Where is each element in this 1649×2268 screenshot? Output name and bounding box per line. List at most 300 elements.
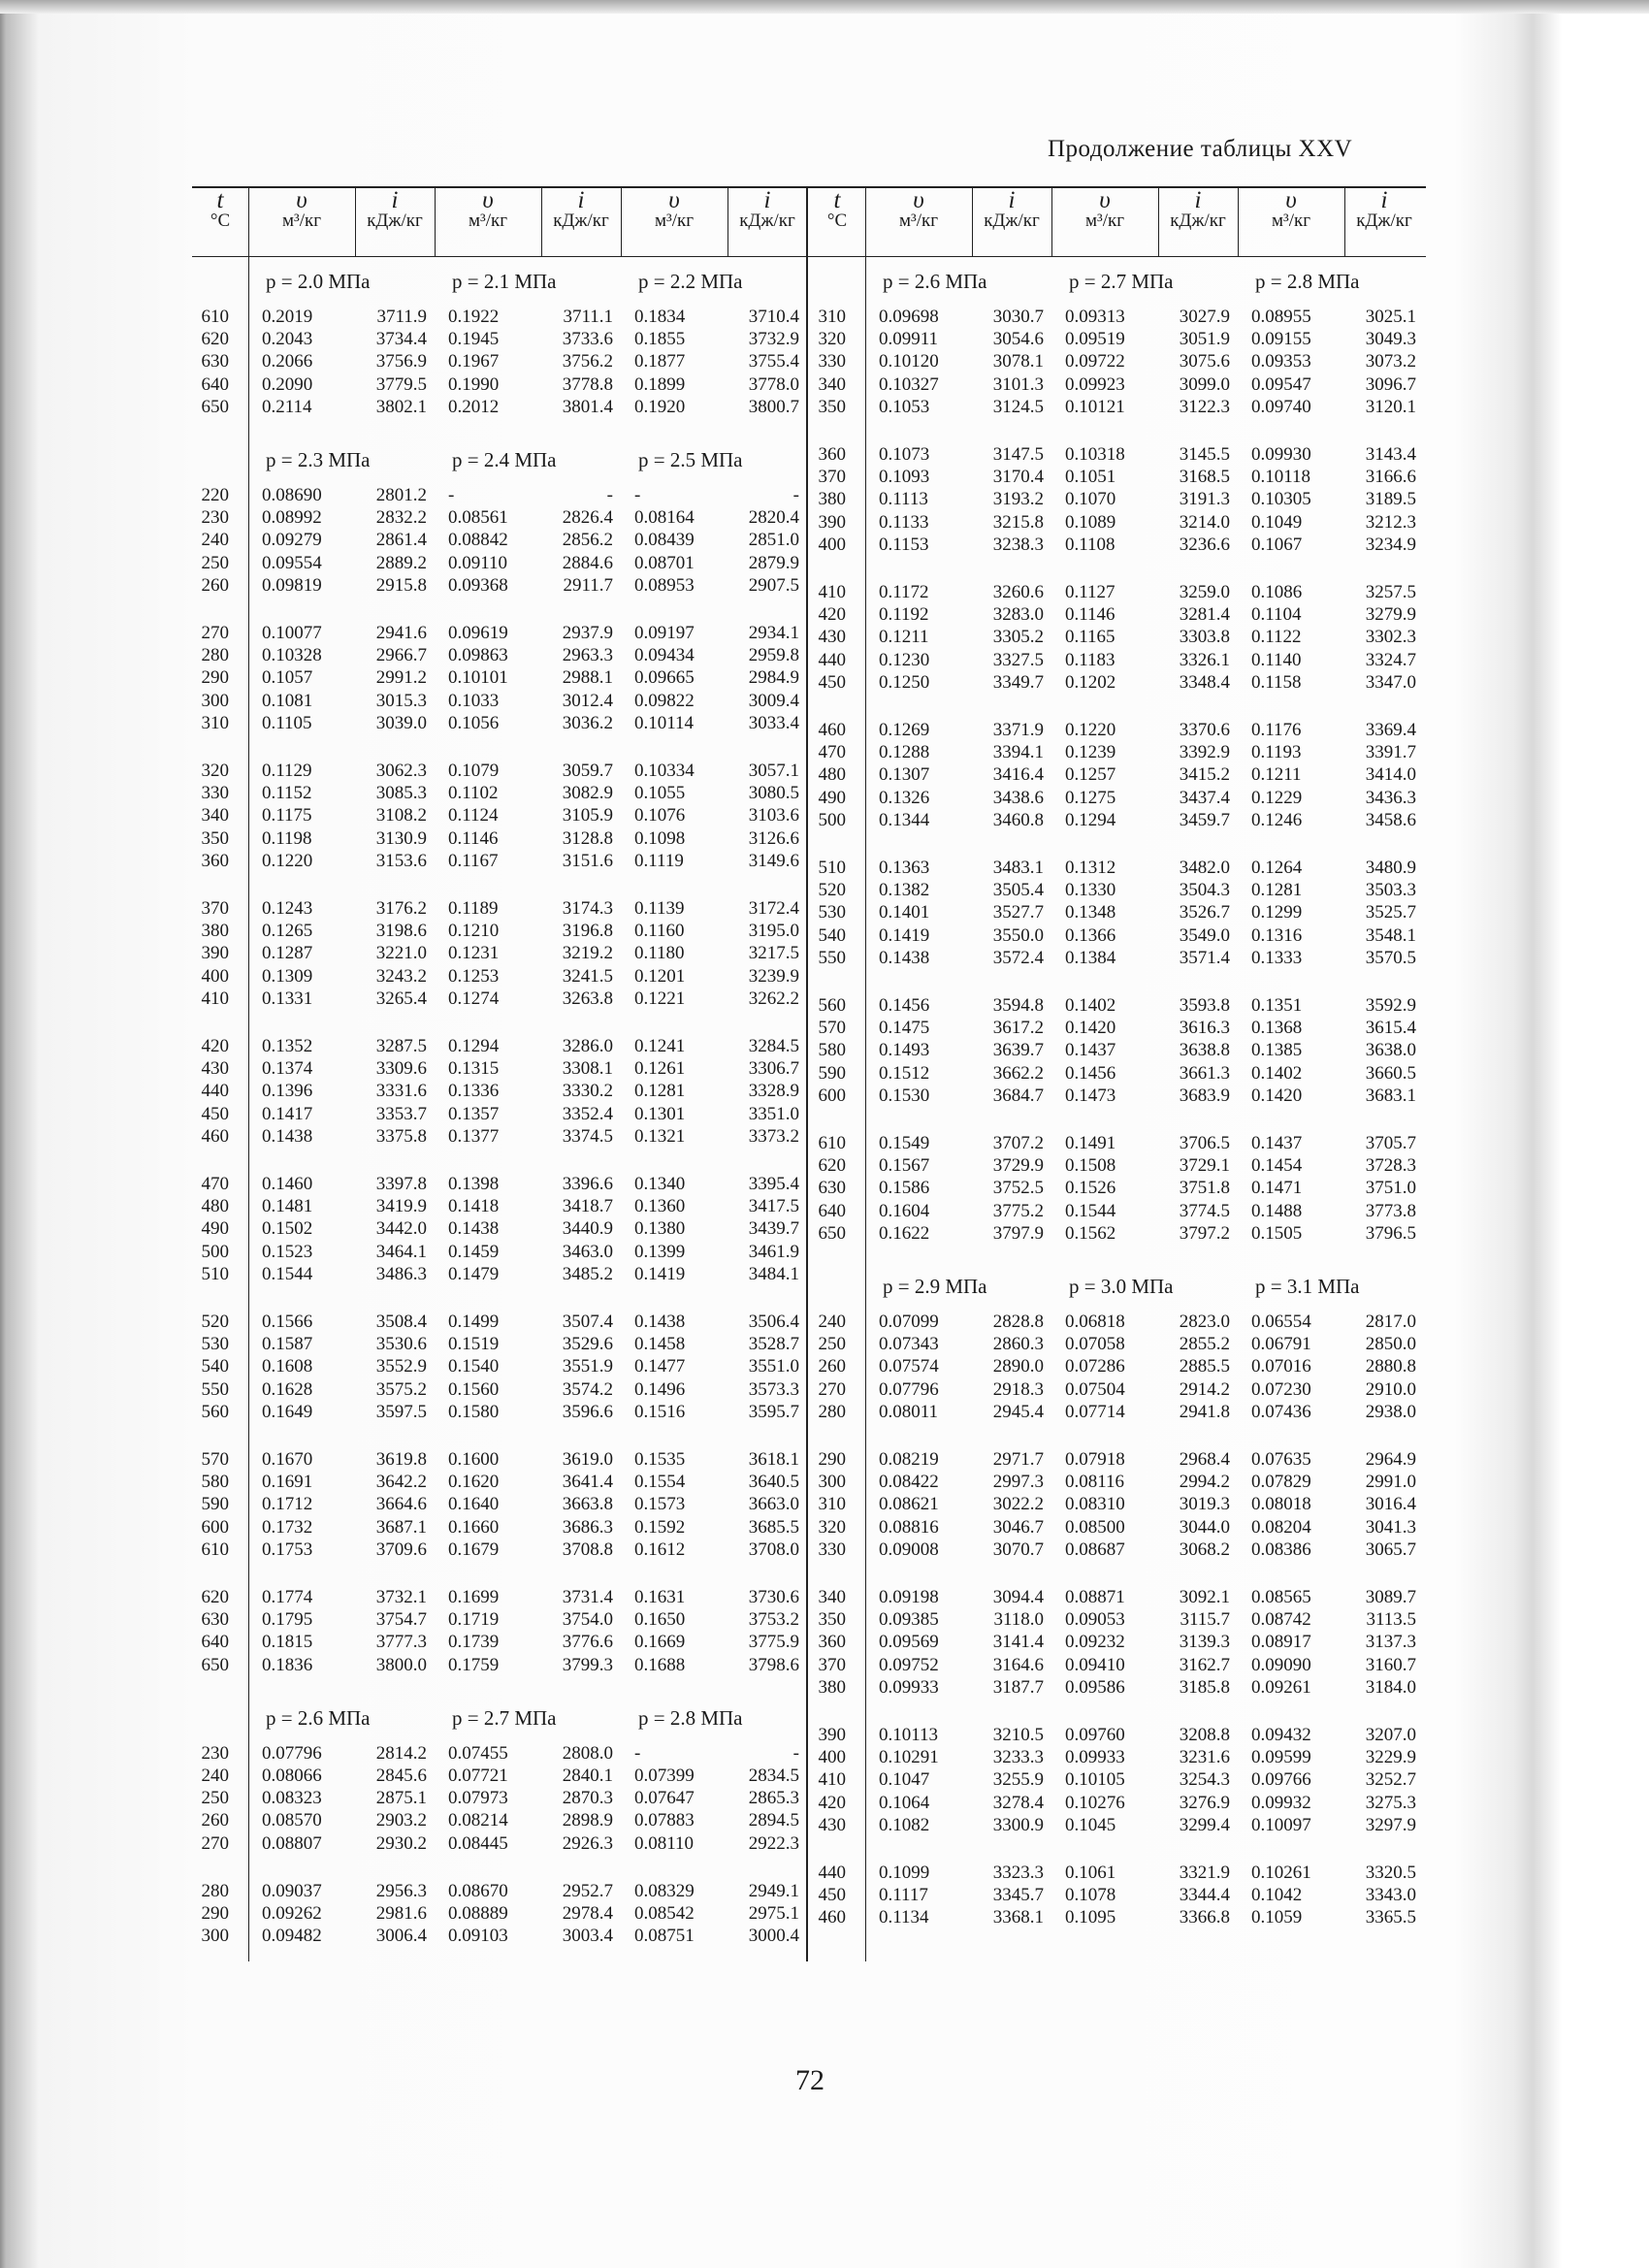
pressure-label: p = 2.3 МПа — [266, 448, 371, 471]
enthalpy-cell: 3374.5 — [562, 1125, 613, 1147]
enthalpy-cell: 3214.0 — [1179, 511, 1230, 533]
temperature-cell: 650 — [818, 1222, 846, 1244]
enthalpy-cell: 3284.5 — [748, 1036, 799, 1056]
specific-volume-cell: 0.1459 — [448, 1241, 500, 1262]
specific-volume-cell: 0.1051 — [1065, 467, 1116, 488]
pressure-label: p = 2.8 МПа — [638, 1705, 743, 1730]
table-row — [809, 880, 1424, 902]
specific-volume-cell: 0.08871 — [1065, 1587, 1125, 1607]
enthalpy-cell: 2964.9 — [1365, 1449, 1416, 1470]
specific-volume-cell: 0.1382 — [879, 880, 930, 901]
specific-volume-cell: 0.2114 — [262, 396, 312, 417]
enthalpy-cell: 3485.2 — [562, 1263, 613, 1284]
enthalpy-cell: 2922.3 — [748, 1832, 799, 1854]
header-i — [1344, 186, 1424, 254]
pressure-label: p = 2.7 МПа — [1069, 270, 1174, 293]
specific-volume-cell: 0.1333 — [1251, 947, 1303, 968]
table-row — [809, 1517, 1424, 1539]
table-row — [192, 921, 807, 943]
pressure-label: p = 2.2 МПа — [638, 270, 743, 293]
enthalpy-cell: 3189.5 — [1365, 489, 1416, 510]
specific-volume-cell: 0.08542 — [634, 1903, 695, 1924]
enthalpy-cell: 3615.4 — [1365, 1018, 1416, 1039]
table-row — [809, 902, 1424, 924]
enthalpy-cell: 3800.7 — [748, 396, 799, 417]
enthalpy-cell: 3092.1 — [1179, 1587, 1230, 1607]
specific-volume-cell: 0.1479 — [448, 1263, 500, 1284]
specific-volume-cell: 0.1095 — [1065, 1907, 1116, 1928]
specific-volume-cell: 0.1398 — [448, 1174, 500, 1194]
enthalpy-cell: 3331.6 — [375, 1081, 427, 1102]
enthalpy-cell: 3754.0 — [562, 1609, 613, 1631]
specific-volume-cell: 0.1377 — [448, 1125, 500, 1147]
steam-table — [192, 186, 1426, 1961]
enthalpy-cell: 3054.6 — [992, 329, 1044, 350]
enthalpy-cell: 3596.6 — [562, 1401, 613, 1422]
table-row — [192, 1036, 807, 1058]
specific-volume-cell: 0.08842 — [448, 530, 508, 551]
enthalpy-cell: 3574.2 — [562, 1378, 613, 1400]
temperature-cell: 330 — [818, 351, 846, 373]
table-row — [192, 828, 807, 851]
pressure-label: p = 2.9 МПа — [883, 1275, 987, 1298]
specific-volume-cell: 0.1081 — [262, 690, 313, 711]
enthalpy-cell: 3505.4 — [992, 880, 1044, 901]
enthalpy-cell: 3395.4 — [748, 1174, 799, 1194]
header-i — [1158, 186, 1238, 254]
table-row — [192, 851, 807, 873]
enthalpy-cell: 2808.0 — [562, 1742, 613, 1764]
temperature-cell: 290 — [818, 1449, 846, 1470]
page-number: 72 — [795, 2064, 824, 2096]
enthalpy-cell: 3265.4 — [375, 988, 427, 1009]
temperature-cell: 390 — [818, 511, 846, 533]
enthalpy-cell: 2966.7 — [375, 645, 427, 666]
table-row — [809, 351, 1424, 373]
specific-volume-cell: 0.1104 — [1251, 604, 1302, 626]
header-v-unit: м³/кг — [1271, 211, 1311, 231]
specific-volume-cell: 0.1481 — [262, 1196, 313, 1217]
header-v — [1051, 186, 1158, 254]
temperature-cell: 580 — [818, 1040, 846, 1061]
table-row — [809, 627, 1424, 649]
specific-volume-cell: 0.1220 — [1065, 720, 1116, 740]
table-row — [192, 1312, 807, 1334]
enthalpy-cell: 3756.2 — [562, 351, 613, 373]
enthalpy-cell: 2971.7 — [992, 1449, 1044, 1470]
specific-volume-cell: 0.07230 — [1251, 1378, 1311, 1400]
temperature-cell: 630 — [818, 1178, 846, 1199]
specific-volume-cell: 0.1456 — [879, 995, 930, 1016]
header-i-unit: кДж/кг — [1356, 211, 1412, 231]
specific-volume-cell: 0.1089 — [1065, 511, 1116, 533]
table-row — [809, 604, 1424, 627]
enthalpy-cell: 3207.0 — [1365, 1725, 1416, 1745]
table-row — [192, 966, 807, 988]
enthalpy-cell: 3773.8 — [1365, 1200, 1416, 1221]
temperature-cell: 600 — [201, 1516, 229, 1538]
temperature-cell: 280 — [201, 1880, 229, 1901]
table-row — [809, 1155, 1424, 1178]
enthalpy-cell: 3755.4 — [748, 351, 799, 373]
specific-volume-cell: 0.1505 — [1251, 1222, 1303, 1244]
specific-volume-cell: 0.1344 — [879, 809, 930, 830]
table-row — [192, 943, 807, 965]
temperature-cell: 410 — [201, 988, 229, 1009]
enthalpy-cell: 3797.2 — [1179, 1222, 1230, 1244]
enthalpy-cell: 3278.4 — [992, 1792, 1044, 1813]
enthalpy-cell: 2845.6 — [375, 1766, 427, 1786]
specific-volume-cell: 0.1056 — [448, 712, 500, 733]
specific-volume-cell: 0.1544 — [1065, 1200, 1116, 1221]
specific-volume-cell: 0.1877 — [634, 351, 686, 373]
table-row — [192, 898, 807, 921]
specific-volume-cell: 0.10276 — [1065, 1792, 1125, 1813]
enthalpy-cell: 3686.3 — [562, 1516, 613, 1538]
specific-volume-cell: 0.1331 — [262, 988, 313, 1009]
enthalpy-cell: 3503.3 — [1365, 880, 1416, 901]
enthalpy-cell: 3417.5 — [748, 1196, 799, 1217]
enthalpy-cell: 2889.2 — [375, 552, 427, 573]
enthalpy-cell: 3592.9 — [1365, 995, 1416, 1016]
specific-volume-cell: 0.07016 — [1251, 1356, 1311, 1377]
specific-volume-cell: 0.07399 — [634, 1766, 695, 1786]
specific-volume-cell: 0.09586 — [1065, 1676, 1125, 1698]
table-row — [192, 1743, 807, 1766]
enthalpy-cell: 3115.7 — [1180, 1609, 1230, 1631]
temperature-cell: 460 — [818, 1907, 846, 1928]
table-row — [192, 1356, 807, 1378]
specific-volume-cell: 0.09385 — [879, 1609, 939, 1631]
enthalpy-cell: 2865.3 — [748, 1788, 799, 1809]
specific-volume-cell: 0.09279 — [262, 530, 322, 551]
specific-volume-cell: - — [634, 485, 641, 505]
specific-volume-cell: 0.1079 — [448, 761, 500, 781]
temperature-cell: 270 — [201, 1832, 229, 1854]
header-v-unit: м³/кг — [468, 211, 508, 231]
specific-volume-cell: 0.1530 — [879, 1085, 930, 1106]
enthalpy-cell: 3396.6 — [562, 1174, 613, 1194]
pressure-label: p = 2.0 МПа — [266, 270, 371, 293]
specific-volume-cell: 0.09155 — [1251, 329, 1311, 350]
specific-volume-cell: 0.1139 — [634, 898, 685, 919]
enthalpy-cell: 3572.4 — [992, 947, 1044, 968]
specific-volume-cell: 0.1172 — [879, 582, 929, 602]
specific-volume-cell: 0.1061 — [1065, 1863, 1116, 1883]
enthalpy-cell: 2941.6 — [375, 623, 427, 643]
specific-volume-cell: 0.1688 — [634, 1654, 686, 1675]
enthalpy-cell: 2840.1 — [562, 1766, 613, 1786]
specific-volume-cell: 0.1192 — [879, 604, 929, 626]
specific-volume-cell: 0.1119 — [634, 850, 684, 871]
enthalpy-cell: 3124.5 — [992, 396, 1044, 417]
enthalpy-cell: 3552.9 — [375, 1356, 427, 1377]
enthalpy-cell: 3756.9 — [375, 351, 427, 373]
specific-volume-cell: 0.1336 — [448, 1081, 500, 1102]
temperature-cell: 380 — [818, 1676, 846, 1698]
temperature-cell: 500 — [818, 809, 846, 830]
enthalpy-cell: 3094.4 — [992, 1587, 1044, 1607]
enthalpy-cell: 3684.7 — [992, 1085, 1044, 1106]
temperature-cell: 610 — [818, 1133, 846, 1153]
enthalpy-cell: 3459.7 — [1179, 809, 1230, 830]
enthalpy-cell: 3016.4 — [1365, 1494, 1416, 1515]
specific-volume-cell: 0.09368 — [448, 574, 508, 596]
header-t-symbol: t — [833, 187, 841, 213]
enthalpy-cell: 3210.5 — [992, 1725, 1044, 1745]
specific-volume-cell: 0.1140 — [1251, 649, 1302, 670]
specific-volume-cell: 0.1573 — [634, 1494, 686, 1515]
temperature-cell: 650 — [201, 396, 229, 417]
enthalpy-cell: 3375.8 — [375, 1125, 427, 1147]
specific-volume-cell: 0.09752 — [879, 1654, 939, 1675]
specific-volume-cell: 0.1544 — [262, 1263, 313, 1284]
table-row — [192, 374, 807, 397]
specific-volume-cell: 0.1719 — [448, 1609, 500, 1631]
enthalpy-cell: 3618.1 — [748, 1449, 799, 1470]
specific-volume-cell: 0.1117 — [879, 1885, 928, 1906]
enthalpy-cell: 3195.0 — [748, 921, 799, 942]
enthalpy-cell: 3176.2 — [375, 898, 427, 919]
temperature-cell: 260 — [201, 1810, 229, 1831]
header-v — [1238, 186, 1344, 254]
temperature-cell: 550 — [201, 1378, 229, 1400]
temperature-cell: 530 — [818, 902, 846, 923]
enthalpy-cell: 3550.0 — [992, 924, 1044, 946]
temperature-cell: 360 — [201, 850, 229, 871]
enthalpy-cell: 3373.2 — [748, 1125, 799, 1147]
enthalpy-cell: 2937.9 — [562, 623, 613, 643]
temperature-cell: 240 — [818, 1312, 846, 1332]
enthalpy-cell: 3168.5 — [1179, 467, 1230, 488]
specific-volume-cell: 0.08011 — [879, 1401, 939, 1422]
specific-volume-cell: 0.1628 — [262, 1378, 313, 1400]
enthalpy-cell: 3595.7 — [748, 1401, 799, 1422]
specific-volume-cell: 0.1374 — [262, 1058, 313, 1080]
table-row — [192, 1587, 807, 1609]
temperature-cell: 280 — [201, 645, 229, 666]
specific-volume-cell: 0.1167 — [448, 850, 499, 871]
table-row — [809, 1632, 1424, 1654]
enthalpy-cell: 3330.2 — [562, 1081, 613, 1102]
enthalpy-cell: 3306.7 — [748, 1058, 799, 1080]
specific-volume-cell: 0.1460 — [262, 1174, 313, 1194]
enthalpy-cell: 3709.6 — [375, 1539, 427, 1560]
temperature-cell: 330 — [818, 1539, 846, 1560]
enthalpy-cell: 3321.9 — [1179, 1863, 1230, 1883]
table-row — [192, 1810, 807, 1832]
enthalpy-cell: 3638.0 — [1365, 1040, 1416, 1061]
table-row — [192, 1196, 807, 1218]
temperature-cell: 290 — [201, 1903, 229, 1924]
specific-volume-cell: 0.09313 — [1065, 307, 1125, 327]
specific-volume-cell: 0.1243 — [262, 898, 313, 919]
specific-volume-cell: 0.07714 — [1065, 1401, 1125, 1422]
enthalpy-cell: 3019.3 — [1179, 1494, 1230, 1515]
specific-volume-cell: 0.1189 — [448, 898, 499, 919]
specific-volume-cell: 0.09262 — [262, 1903, 322, 1924]
header-t — [192, 186, 248, 254]
specific-volume-cell: 0.1127 — [1065, 582, 1116, 602]
enthalpy-cell: 3414.0 — [1365, 764, 1416, 786]
enthalpy-cell: 3229.9 — [1365, 1747, 1416, 1768]
specific-volume-cell: 0.1301 — [634, 1103, 686, 1124]
specific-volume-cell: 0.1368 — [1251, 1018, 1303, 1039]
enthalpy-cell: 3120.1 — [1365, 396, 1416, 417]
specific-volume-cell: 0.1523 — [262, 1241, 313, 1262]
table-row — [809, 444, 1424, 467]
enthalpy-cell: 3801.4 — [562, 396, 613, 417]
specific-volume-cell: - — [448, 485, 455, 505]
enthalpy-cell: 3708.8 — [562, 1539, 613, 1560]
pressure-label: p = 3.1 МПа — [1255, 1275, 1360, 1298]
header-t — [809, 186, 865, 254]
enthalpy-cell: 3044.0 — [1179, 1516, 1230, 1538]
specific-volume-cell: 0.1640 — [448, 1494, 500, 1515]
specific-volume-cell: 0.1201 — [634, 965, 686, 987]
specific-volume-cell: - — [634, 1742, 641, 1764]
header-v-unit: м³/кг — [281, 211, 322, 231]
table-row — [192, 307, 807, 329]
specific-volume-cell: 0.1053 — [879, 396, 930, 417]
enthalpy-cell: 3573.3 — [748, 1378, 799, 1400]
specific-volume-cell: 0.1922 — [448, 307, 500, 327]
enthalpy-cell: 3174.3 — [562, 898, 613, 919]
table-row — [192, 761, 807, 783]
specific-volume-cell: 0.1102 — [448, 783, 499, 804]
specific-volume-cell: 0.06554 — [1251, 1312, 1311, 1332]
table-row — [809, 1725, 1424, 1747]
enthalpy-cell: 3683.1 — [1365, 1085, 1416, 1106]
temperature-cell: 480 — [201, 1196, 229, 1217]
enthalpy-cell: 3046.7 — [992, 1516, 1044, 1538]
enthalpy-cell: 3418.7 — [562, 1196, 613, 1217]
temperature-cell: 570 — [818, 1018, 846, 1039]
table-row — [192, 1788, 807, 1810]
enthalpy-cell: 3263.8 — [562, 988, 613, 1009]
enthalpy-cell: 2938.0 — [1365, 1401, 1416, 1422]
specific-volume-cell: 0.1399 — [634, 1241, 686, 1262]
enthalpy-cell: 3778.8 — [562, 373, 613, 395]
enthalpy-cell: 3463.0 — [562, 1241, 613, 1262]
specific-volume-cell: 0.1326 — [879, 787, 930, 808]
enthalpy-cell: 3597.5 — [375, 1401, 427, 1422]
enthalpy-cell: 3287.5 — [375, 1036, 427, 1056]
specific-volume-cell: 0.1739 — [448, 1632, 500, 1653]
enthalpy-cell: 3075.6 — [1179, 351, 1230, 373]
temperature-cell: 560 — [201, 1401, 229, 1422]
table-row — [192, 1081, 807, 1103]
specific-volume-cell: 0.1033 — [448, 690, 500, 711]
specific-volume-cell: 0.1471 — [1251, 1178, 1303, 1199]
temperature-cell: 420 — [818, 604, 846, 626]
enthalpy-cell: 3642.2 — [375, 1472, 427, 1493]
table-row — [192, 1609, 807, 1632]
specific-volume-cell: 0.08439 — [634, 530, 695, 551]
specific-volume-cell: 0.1183 — [1065, 649, 1116, 670]
enthalpy-cell: 3252.7 — [1365, 1769, 1416, 1791]
enthalpy-cell: 2984.9 — [748, 667, 799, 689]
enthalpy-cell: 3126.6 — [748, 827, 799, 849]
enthalpy-cell: 2941.8 — [1179, 1401, 1230, 1422]
specific-volume-cell: 0.08701 — [634, 552, 695, 573]
specific-volume-cell: 0.1160 — [634, 921, 685, 942]
enthalpy-cell: 2926.3 — [562, 1832, 613, 1854]
enthalpy-cell: 3732.9 — [748, 329, 799, 350]
table-row — [192, 351, 807, 373]
specific-volume-cell: 0.1562 — [1065, 1222, 1116, 1244]
enthalpy-cell: 3527.7 — [992, 902, 1044, 923]
enthalpy-cell: 3323.3 — [992, 1863, 1044, 1883]
enthalpy-cell: 2910.0 — [1365, 1378, 1416, 1400]
specific-volume-cell: 0.1057 — [262, 667, 313, 689]
specific-volume-cell: 0.1067 — [1251, 534, 1303, 555]
header-v-symbol: υ — [296, 187, 307, 213]
table-row — [809, 1334, 1424, 1356]
enthalpy-cell: 2997.3 — [992, 1472, 1044, 1493]
temperature-cell: 640 — [201, 1632, 229, 1653]
enthalpy-cell: 2978.4 — [562, 1903, 613, 1924]
specific-volume-cell: 0.08561 — [448, 507, 508, 529]
specific-volume-cell: 0.1269 — [879, 720, 930, 740]
temperature-cell: 300 — [818, 1472, 846, 1493]
specific-volume-cell: 0.1133 — [879, 511, 929, 533]
specific-volume-cell: 0.09232 — [1065, 1632, 1125, 1653]
table-row — [192, 1632, 807, 1654]
specific-volume-cell: 0.09569 — [879, 1632, 939, 1653]
specific-volume-cell: 0.1098 — [634, 827, 686, 849]
table-row — [809, 1085, 1424, 1108]
header-t-unit: °C — [826, 211, 848, 231]
enthalpy-cell: 3254.3 — [1179, 1769, 1230, 1791]
specific-volume-cell: 0.09740 — [1251, 396, 1311, 417]
specific-volume-cell: 0.1360 — [634, 1196, 686, 1217]
specific-volume-cell: 0.1473 — [1065, 1085, 1116, 1106]
enthalpy-cell: 2963.3 — [562, 645, 613, 666]
enthalpy-cell: 2934.1 — [748, 623, 799, 643]
enthalpy-cell: 3392.9 — [1179, 742, 1230, 763]
specific-volume-cell: 0.1264 — [1251, 858, 1303, 878]
specific-volume-cell: 0.1945 — [448, 329, 500, 350]
enthalpy-cell: 3308.1 — [562, 1058, 613, 1080]
specific-volume-cell: 0.1099 — [879, 1863, 930, 1883]
enthalpy-cell: 3260.6 — [992, 582, 1044, 602]
enthalpy-cell: 2855.2 — [1179, 1334, 1230, 1355]
enthalpy-cell: 3022.2 — [992, 1494, 1044, 1515]
specific-volume-cell: 0.1491 — [1065, 1133, 1116, 1153]
temperature-cell: 330 — [201, 783, 229, 804]
enthalpy-cell: 3239.9 — [748, 965, 799, 987]
table-row — [809, 948, 1424, 970]
specific-volume-cell: 0.1560 — [448, 1378, 500, 1400]
temperature-cell: 310 — [818, 1494, 846, 1515]
enthalpy-cell: 2861.4 — [375, 530, 427, 551]
specific-volume-cell: 0.1649 — [262, 1401, 313, 1422]
enthalpy-cell: 3549.0 — [1179, 924, 1230, 946]
specific-volume-cell: 0.08687 — [1065, 1539, 1125, 1560]
pressure-label: p = 2.7 МПа — [452, 1705, 557, 1730]
specific-volume-cell: 0.1165 — [1065, 627, 1116, 648]
temperature-cell: 510 — [201, 1263, 229, 1284]
specific-volume-cell: 0.1070 — [1065, 489, 1116, 510]
table-row — [809, 1863, 1424, 1885]
temperature-cell: 470 — [818, 742, 846, 763]
enthalpy-cell: 3349.7 — [992, 671, 1044, 693]
enthalpy-cell: 3775.9 — [748, 1632, 799, 1653]
enthalpy-cell: 2949.1 — [748, 1880, 799, 1901]
table-row — [809, 1018, 1424, 1040]
enthalpy-cell: 3006.4 — [375, 1926, 427, 1947]
